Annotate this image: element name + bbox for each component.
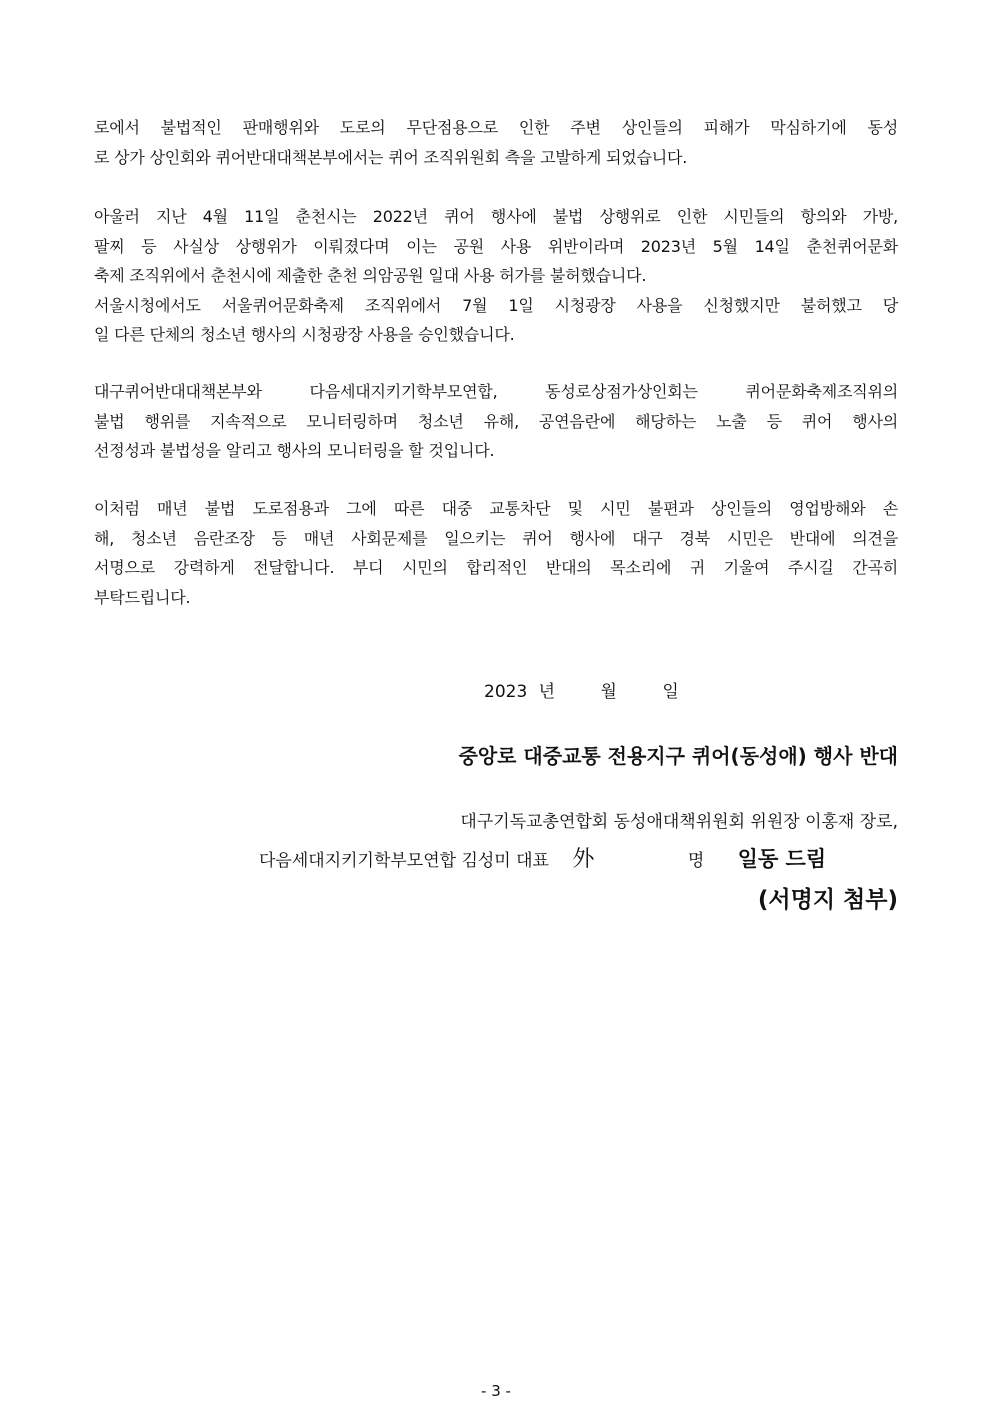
document-title: 중앙로 대중교통 전용지구 퀴어(동성애) 행사 반대 [458, 744, 898, 768]
date-year: 2023 [484, 682, 528, 702]
signature-unit: 명 [687, 851, 705, 871]
paragraph-line: 부탁드립니다. [94, 587, 191, 607]
paragraph-line: 축제 조직위에서 춘천시에 제출한 춘천 의암공원 일대 사용 허가를 불허했습니다. [94, 266, 647, 285]
attachment-note: (서명지 첨부) [757, 887, 898, 913]
paragraph-line: 일 다른 단체의 청소년 행사의 시청광장 사용을 승인했습니다. [94, 325, 515, 344]
paragraph-line: 불법 행위를 지속적으로 모니터링하며 청소년 유해, 공연음란에 해당하는 노출 등 퀴어 행사의 [94, 411, 898, 431]
signature-line-1: 대구기독교총연합회 동성애대책위원회 위원장 이홍재 장로, [460, 812, 898, 832]
signature-mark: 外 [572, 847, 595, 872]
page-number: - 3 - [481, 1382, 511, 1400]
paragraph-line: 선정성과 불법성을 알리고 행사의 모니터링을 할 것입니다. [94, 441, 495, 460]
paragraph-4 [94, 494, 898, 612]
signature-closing: 일동 드림 [737, 847, 827, 871]
date-day-unit: 일 [662, 682, 679, 702]
paragraph-line: 대구퀴어반대대책본부와 다음세대지키기학부모연합, 동성로상점가상인회는 퀴어문화축제조직위의 [94, 382, 898, 401]
paragraph-line: 아울러 지난 4월 11일 춘천시는 2022년 퀴어 행사에 불법 상행위로 인한 시민들의 항의와 가방, [94, 207, 898, 226]
signature-line-2 [259, 843, 826, 877]
paragraph-line: 서명으로 강력하게 전달합니다. 부디 시민의 합리적인 반대의 목소리에 귀 기울여 주시길 간곡히 [94, 558, 898, 577]
date-month-unit: 월 [600, 682, 617, 702]
paragraph-line: 이처럼 매년 불법 도로점용과 그에 따른 대중 교통차단 및 시민 불편과 상인들의 영업방해와 손 [94, 499, 898, 518]
date-line [484, 679, 679, 705]
paragraph-2 [94, 202, 898, 350]
paragraph-line: 팔찌 등 사실상 상행위가 이뤄졌다며 이는 공원 사용 위반이라며 2023년 5월 14일 춘천퀴어문화 [94, 236, 898, 256]
paragraph-line: 해, 청소년 음란조장 등 매년 사회문제를 일으키는 퀴어 행사에 대구 경북 시민은 반대에 의견을 [94, 528, 898, 548]
paragraph-1 [94, 113, 898, 172]
paragraph-line: 로 상가 상인회와 퀴어반대대책본부에서는 퀴어 조직위원회 측을 고발하게 되었습니다. [94, 147, 688, 167]
signature-text: 다음세대지키기학부모연합 김성미 대표 [259, 851, 549, 871]
date-year-unit: 년 [538, 682, 556, 702]
paragraph-line: 서울시청에서도 서울퀴어문화축제 조직위에서 7월 1일 시청광장 사용을 신청했지만 불허했고 당 [94, 295, 898, 315]
paragraph-3 [94, 377, 898, 466]
paragraph-line: 로에서 불법적인 판매행위와 도로의 무단점용으로 인한 주변 상인들의 피해가 막심하기에 동성 [94, 118, 898, 137]
